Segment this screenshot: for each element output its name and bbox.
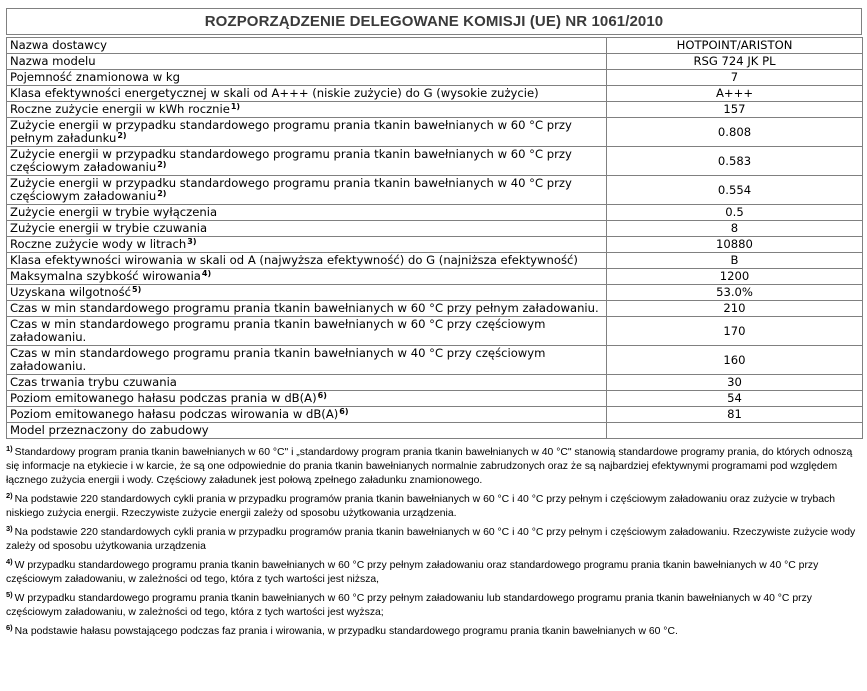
footnote-number: 3)	[6, 524, 13, 533]
row-label: Roczne zużycie energii w kWh rocznie	[10, 102, 230, 116]
row-label-cell	[7, 221, 607, 237]
row-label: Zużycie energii w trybie czuwania	[10, 221, 208, 235]
row-label: Czas w min standardowego programu prania tkanin bawełnianych w 60 °C przy pełnym załadowaniu.	[10, 301, 599, 315]
footnote-number: 4)	[6, 557, 13, 566]
table-row	[7, 70, 863, 86]
row-label-cell	[7, 346, 607, 375]
row-label-cell	[7, 317, 607, 346]
row-label: Czas trwania trybu czuwania	[10, 375, 177, 389]
row-label: Czas w min standardowego programu prania tkanin bawełnianych w 40 °C przy częściowym załadowaniu.	[10, 346, 546, 373]
footnote-number: 5)	[6, 590, 13, 599]
table-row	[7, 176, 863, 205]
footnote	[6, 493, 862, 521]
row-label-cell	[7, 391, 607, 407]
row-label: Zużycie energii w przypadku standardowego programu prania tkanin bawełnianych w 60 °C przy częściowym załadowaniu	[10, 147, 572, 174]
row-label-cell	[7, 118, 607, 147]
row-label-cell	[7, 102, 607, 118]
footnote-text: Na podstawie 220 standardowych cykli prania w przypadku programów prania tkanin bawełnianych w 60 °C i 40 °C przy pełnym i częściowym załadowaniu. Rzeczywiste zużycie wody zależy od sposobu użytkowania urządzenia	[6, 527, 856, 552]
row-value: 160	[607, 346, 863, 375]
table-row	[7, 86, 863, 102]
row-label: Zużycie energii w przypadku standardowego programu prania tkanin bawełnianych w 40 °C przy częściowym załadowaniu	[10, 176, 572, 203]
table-row	[7, 285, 863, 301]
row-value: 1200	[607, 269, 863, 285]
product-fiche	[6, 8, 862, 644]
document-title: ROZPORZĄDZENIE DELEGOWANE KOMISJI (UE) NR 1061/2010	[6, 8, 862, 35]
row-label: Nazwa dostawcy	[10, 38, 107, 52]
footnote-ref: 6)	[339, 407, 349, 416]
row-label: Pojemność znamionowa w kg	[10, 70, 180, 84]
table-row	[7, 375, 863, 391]
row-label-cell	[7, 375, 607, 391]
row-label: Klasa efektywności energetycznej w skali od A+++ (niskie zużycie) do G (wysokie zużycie)	[10, 86, 539, 100]
table-row	[7, 54, 863, 70]
footnotes	[6, 446, 862, 639]
table-row	[7, 253, 863, 269]
footnote-text: Na podstawie 220 standardowych cykli prania w przypadku programów prania tkanin bawełnianych w 60 °C i 40 °C przy pełnym i częściowym załadowaniu oraz zużycie w trybach niskiego zużycia energii. Rzeczywiste zużycie energii zależy od sposobu użytkowania urządzenia.	[6, 494, 835, 519]
row-value: 0.554	[607, 176, 863, 205]
row-label-cell	[7, 301, 607, 317]
spec-table	[6, 37, 863, 439]
row-label: Nazwa modelu	[10, 54, 96, 68]
row-label-cell	[7, 269, 607, 285]
row-label: Zużycie energii w przypadku standardowego programu prania tkanin bawełnianych w 60 °C przy pełnym załadunku	[10, 118, 572, 145]
table-row	[7, 391, 863, 407]
row-label-cell	[7, 285, 607, 301]
row-label: Poziom emitowanego hałasu podczas prania w dB(A)	[10, 391, 317, 405]
row-value: A+++	[607, 86, 863, 102]
row-value: 0.808	[607, 118, 863, 147]
footnote-ref: 5)	[132, 285, 142, 294]
row-value: 7	[607, 70, 863, 86]
footnote-ref: 2)	[117, 131, 127, 140]
row-value: B	[607, 253, 863, 269]
row-label-cell	[7, 147, 607, 176]
table-row	[7, 237, 863, 253]
row-label: Roczne zużycie wody w litrach	[10, 237, 187, 251]
footnote-ref: 4)	[201, 269, 212, 278]
row-value: RSG 724 JK PL	[607, 54, 863, 70]
table-row	[7, 102, 863, 118]
row-label: Zużycie energii w trybie wyłączenia	[10, 205, 218, 219]
row-value: 54	[607, 391, 863, 407]
row-value: 81	[607, 407, 863, 423]
footnote-text: Na podstawie hałasu powstającego podczas faz prania i wirowania, w przypadku standardowego programu prania tkanin bawełnianych w 60 °C.	[14, 626, 678, 637]
footnote-ref: 2)	[157, 189, 167, 198]
table-row	[7, 317, 863, 346]
footnote-text: W przypadku standardowego programu prania tkanin bawełnianych w 60 °C przy pełnym załadowaniu lub standardowego programu prania tkanin bawełnianych w 40 °C przy częściowym załadowaniu, w zależności od tego, która z tych wartości jest wyższa;	[6, 593, 812, 618]
row-value: 210	[607, 301, 863, 317]
footnote-text: Standardowy program prania tkanin bawełnianych w 60 °C" i „standardowy program prania tkanin bawełnianych w 40 °C" stanowią standardowe programy prania, do których odnoszą się informacje na etykiecie i w karcie, że są one odpowiednie do prania tkanin bawełnianych normalnie zabrudzonych oraz że są najbardziej efektywnymi programami pod względem łącznego zużycia energii i wody. Częściowy załadunek jest połową zpełnego załadunku znamionowego.	[6, 447, 853, 486]
row-value: 30	[607, 375, 863, 391]
table-row	[7, 301, 863, 317]
row-value: 0.583	[607, 147, 863, 176]
footnote-number: 1)	[6, 444, 13, 453]
row-value: 0.5	[607, 205, 863, 221]
row-label-cell	[7, 423, 607, 439]
row-label: Poziom emitowanego hałasu podczas wirowania w dB(A)	[10, 407, 339, 421]
table-row	[7, 205, 863, 221]
table-row	[7, 147, 863, 176]
row-label-cell	[7, 237, 607, 253]
row-label-cell	[7, 38, 607, 54]
row-value: 170	[607, 317, 863, 346]
row-value: 8	[607, 221, 863, 237]
footnote-number: 2)	[6, 491, 13, 500]
table-row	[7, 38, 863, 54]
footnote-ref: 3)	[187, 237, 197, 246]
row-label: Uzyskana wilgotność	[10, 285, 132, 299]
row-label-cell	[7, 70, 607, 86]
footnote	[6, 446, 862, 488]
footnote	[6, 592, 862, 620]
table-row	[7, 269, 863, 285]
row-label-cell	[7, 176, 607, 205]
footnote	[6, 625, 862, 639]
footnote-number: 6)	[6, 623, 13, 632]
row-label-cell	[7, 54, 607, 70]
row-label: Model przeznaczony do zabudowy	[10, 423, 209, 437]
footnote-ref: 2)	[157, 160, 167, 169]
footnote	[6, 526, 862, 554]
footnote-text: W przypadku standardowego programu prania tkanin bawełnianych w 60 °C przy pełnym załadowaniu oraz standardowego programu prania tkanin bawełnianych w 40 °C przy częściowym załadowaniu, w zależności od tego, która z tych wartości jest niższa,	[6, 560, 819, 585]
row-label: Maksymalna szybkość wirowania	[10, 269, 201, 283]
table-row	[7, 118, 863, 147]
row-value: 157	[607, 102, 863, 118]
table-row	[7, 346, 863, 375]
row-label-cell	[7, 205, 607, 221]
footnote	[6, 559, 862, 587]
row-label-cell	[7, 253, 607, 269]
row-label-cell	[7, 86, 607, 102]
row-value: HOTPOINT/ARISTON	[607, 38, 863, 54]
row-label-cell	[7, 407, 607, 423]
footnote-ref: 6)	[317, 391, 327, 400]
row-value: 53.0%	[607, 285, 863, 301]
table-row	[7, 407, 863, 423]
row-label: Klasa efektywności wirowania w skali od A (najwyższa efektywność) do G (najniższa efektywność)	[10, 253, 578, 267]
spec-table-body	[7, 38, 863, 439]
table-row	[7, 221, 863, 237]
row-value: 10880	[607, 237, 863, 253]
row-label: Czas w min standardowego programu prania tkanin bawełnianych w 60 °C przy częściowym załadowaniu.	[10, 317, 546, 344]
row-value	[607, 423, 863, 439]
table-row	[7, 423, 863, 439]
footnote-ref: 1)	[230, 102, 241, 111]
